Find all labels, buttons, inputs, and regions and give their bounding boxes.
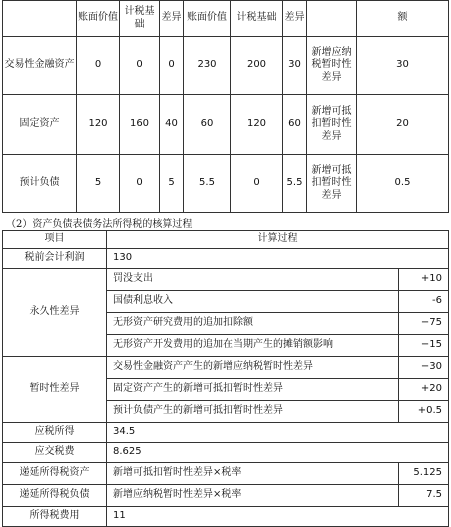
header-cell: 额 — [357, 1, 449, 37]
table-row: 应交税费 8.625 — [3, 443, 449, 463]
header-cell: 计税基础 — [120, 1, 160, 37]
table-row: 递延所得税资产 新增可抵扣暂时性差异×税率 5.125 — [3, 463, 449, 485]
header-cell: 计税基础 — [231, 1, 283, 37]
table-row: 所得税费用 11 — [3, 507, 449, 527]
table-row: 预计负债 5 0 5 5.5 0 5.5 新增可抵扣暂时性差异 0.5 — [3, 155, 449, 213]
item-cell: 交易性金融资产 — [3, 37, 77, 95]
table-row: 预计负债产生的新增可抵扣暂时性差异 +0.5 — [3, 401, 449, 423]
header-process: 计算过程 — [107, 231, 449, 249]
temporary-difference-table — [2, 0, 449, 213]
row-label: 永久性差异 — [3, 269, 107, 357]
table-header-row — [3, 1, 449, 37]
section-caption: （2）资产负债表债务法所得税的核算过程 — [6, 219, 193, 230]
difference-type-cell: 新增应纳税暂时性差异 — [307, 37, 357, 95]
table-row: 无形资产研究费用的追加扣除额 −75 — [3, 313, 449, 335]
table-row: 税前会计利润 130 — [3, 249, 449, 269]
difference-type-cell: 新增可抵扣暂时性差异 — [307, 95, 357, 155]
header-cell: 账面价值 — [184, 1, 231, 37]
difference-type-cell: 新增可抵扣暂时性差异 — [307, 155, 357, 213]
header-cell: 差异 — [283, 1, 307, 37]
row-label: 所得税费用 — [3, 507, 107, 527]
table-row: 固定资产产生的新增可抵扣暂时性差异 +20 — [3, 379, 449, 401]
header-item: 项目 — [3, 231, 107, 249]
row-label: 税前会计利润 — [3, 249, 107, 269]
tax-calculation-table — [2, 230, 449, 527]
row-label: 递延所得税负债 — [3, 485, 107, 507]
table-row: 暂时性差异 交易性金融资产产生的新增应纳税暂时性差异 −30 — [3, 357, 449, 379]
table-row: 国债利息收入 -6 — [3, 291, 449, 313]
table-row: 无形资产开发费用的追加在当期产生的摊销额影响 −15 — [3, 335, 449, 357]
header-cell: 账面价值 — [77, 1, 120, 37]
row-label: 递延所得税资产 — [3, 463, 107, 485]
table-header-row — [3, 231, 449, 249]
header-cell: 差异 — [160, 1, 184, 37]
table-row: 递延所得税负债 新增应纳税暂时性差异×税率 7.5 — [3, 485, 449, 507]
table-row: 交易性金融资产 0 0 0 230 200 30 新增应纳税暂时性差异 30 — [3, 37, 449, 95]
table-row: 应税所得 34.5 — [3, 423, 449, 443]
row-label: 应交税费 — [3, 443, 107, 463]
item-cell: 固定资产 — [3, 95, 77, 155]
item-cell: 预计负债 — [3, 155, 77, 213]
row-label: 应税所得 — [3, 423, 107, 443]
row-label: 暂时性差异 — [3, 357, 107, 423]
table-row: 永久性差异 罚没支出 +10 — [3, 269, 449, 291]
table-row: 固定资产 120 160 40 60 120 60 新增可抵扣暂时性差异 20 — [3, 95, 449, 155]
